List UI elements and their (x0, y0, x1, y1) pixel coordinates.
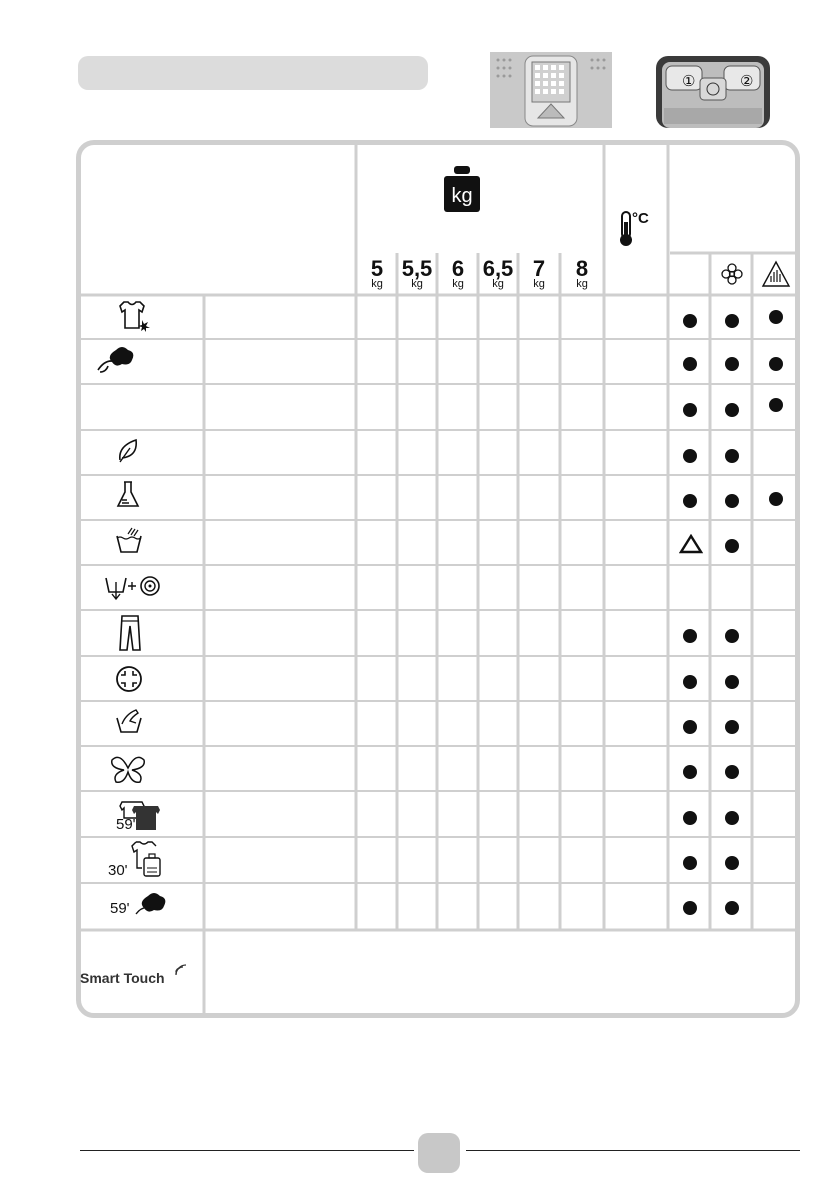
shirt-weight-icon (128, 838, 162, 880)
mark-r3-c2 (725, 403, 739, 417)
mark-r11-c1 (683, 765, 697, 779)
silk-butterfly-icon (106, 750, 150, 788)
smart-touch-label: Smart Touch (80, 970, 165, 986)
mark-r12-c1 (683, 811, 697, 825)
footer-rule-right (466, 1150, 800, 1151)
svg-text:kg: kg (451, 185, 473, 207)
cotton-flower-icon (96, 344, 136, 376)
jeans-icon (118, 614, 142, 652)
load-5-unit: kg (371, 278, 383, 290)
load-8: 8 (575, 256, 589, 281)
load-6-5: 6,5 (482, 256, 514, 281)
flask-icon (116, 480, 140, 510)
mark-r2-c2 (725, 357, 739, 371)
mark-r1-c1 (683, 314, 697, 328)
temperature-unit: °C (632, 210, 649, 227)
mark-r8-c2 (725, 629, 739, 643)
cotton-timed-icon (134, 890, 168, 918)
mark-r8-c1 (683, 629, 697, 643)
mark-r14-c1 (683, 901, 697, 915)
cotton-timed-time: 59' (110, 900, 130, 917)
mark-r9-c2 (725, 675, 739, 689)
mark-r10-c1 (683, 720, 697, 734)
mark-r6-c1-triangle (679, 534, 703, 554)
mark-r4-c2 (725, 449, 739, 463)
load-5: 5 (370, 256, 384, 281)
rinse-icon (114, 526, 144, 556)
mark-r4-c1 (683, 449, 697, 463)
mark-r6-c2 (725, 539, 739, 553)
mark-r11-c2 (725, 765, 739, 779)
mark-r3-c3 (769, 398, 783, 412)
compartment-2-label: ② (740, 73, 754, 90)
shirt-stain-icon (112, 298, 152, 334)
mark-r2-c1 (683, 357, 697, 371)
mark-r13-c1 (683, 856, 697, 870)
mark-r5-c2 (725, 494, 739, 508)
load-5-5-unit: kg (411, 278, 423, 290)
mark-r2-c3 (769, 357, 783, 371)
hand-touch-icon (760, 260, 792, 288)
load-6-unit: kg (452, 278, 464, 290)
compartment-1-label: ① (682, 73, 696, 90)
mark-r1-c2 (725, 314, 739, 328)
shirt-weight-time: 30' (108, 862, 128, 879)
mark-r1-c3 (769, 310, 783, 324)
hygiene-icon (114, 664, 144, 694)
flower-icon (720, 262, 744, 286)
mark-r9-c1 (683, 675, 697, 689)
load-5-5: 5,5 (401, 256, 433, 281)
drain-spin-icon (104, 572, 160, 602)
load-8-unit: kg (576, 278, 588, 290)
load-7: 7 (532, 256, 546, 281)
leaf-icon (116, 436, 140, 464)
hand-wash-icon (114, 706, 144, 736)
mark-r10-c2 (725, 720, 739, 734)
mark-r14-c2 (725, 901, 739, 915)
nfc-signal-icon (174, 962, 188, 976)
load-6-5-unit: kg (492, 278, 504, 290)
footer-rule-left (80, 1150, 414, 1151)
load-6: 6 (451, 256, 465, 281)
mark-r3-c1 (683, 403, 697, 417)
mark-r12-c2 (725, 811, 739, 825)
mixed-colours-time: 59' (116, 816, 136, 833)
mark-r5-c3 (769, 492, 783, 506)
mark-r5-c1 (683, 494, 697, 508)
load-7-unit: kg (533, 278, 545, 290)
weight-icon (444, 166, 480, 212)
mark-r13-c2 (725, 856, 739, 870)
page-number-tab (418, 1133, 460, 1173)
